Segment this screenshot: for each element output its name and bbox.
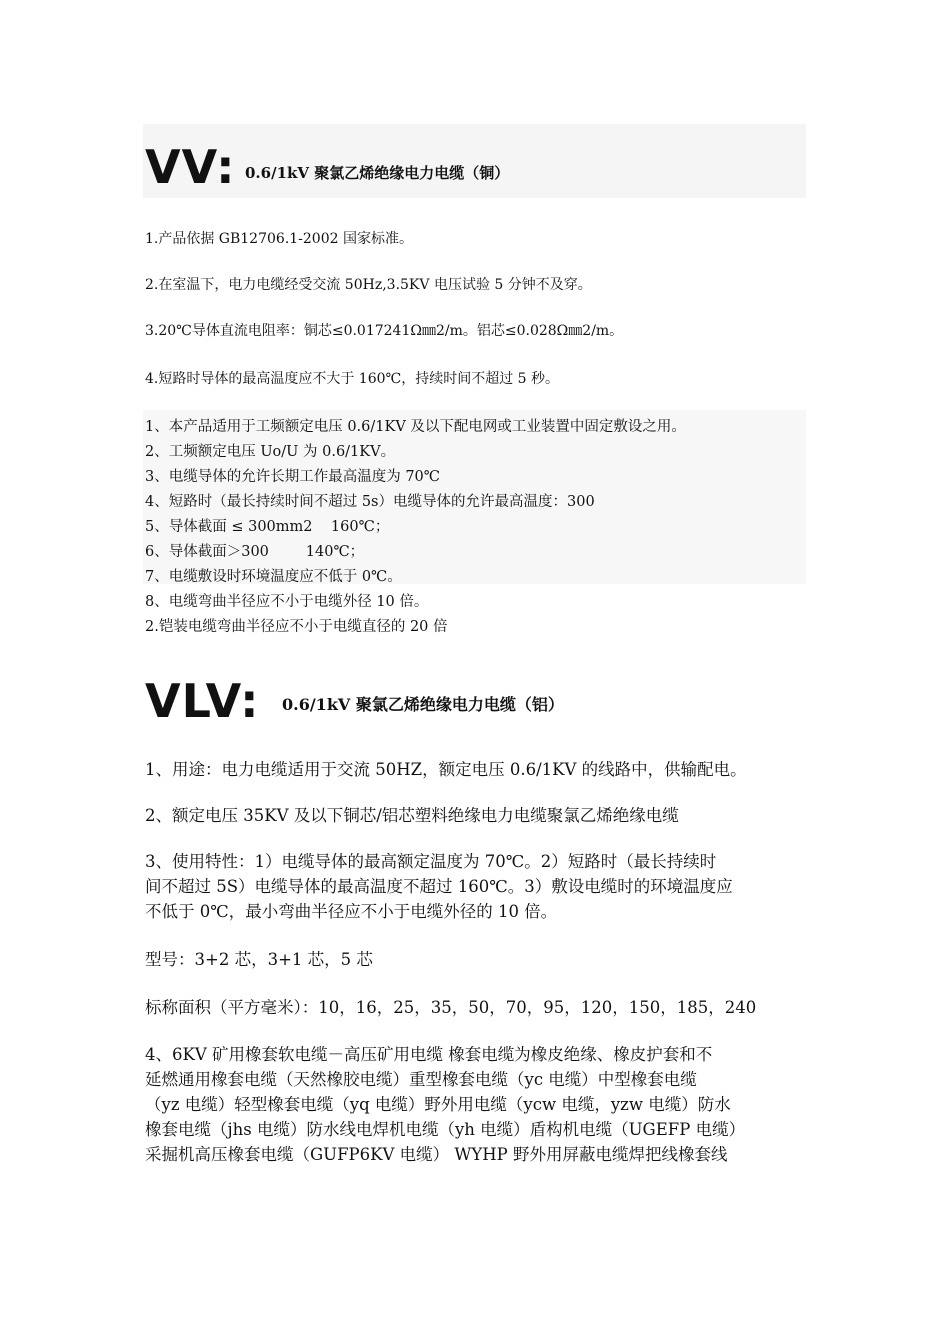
- vlv-mining-line-4: 橡套电缆（jhs 电缆）防水线电焊机电缆（yh 电缆）盾构机电缆（UGEFP 电缆）: [145, 1120, 746, 1139]
- vv-header: [143, 124, 806, 198]
- vv-list-item-2: 2、工频额定电压 Uo/U 为 0.6/1KV。: [145, 444, 396, 460]
- vv-list-item-5: 5、导体截面 ≤ 300mm2 160℃；: [145, 519, 390, 535]
- vv-point-3: 3.20℃导体直流电阻率：铜芯≤0.017241Ω㎜2/m。铝芯≤0.028Ω㎜2/m。: [145, 323, 624, 339]
- vlv-usage: 1、用途：电力电缆适用于交流 50HZ，额定电压 0.6/1KV 的线路中，供输配电。: [145, 760, 747, 779]
- vv-point-1: 1.产品依据 GB12706.1-2002 国家标准。: [145, 231, 413, 247]
- vlv-model-title: VLV:: [145, 674, 260, 728]
- vlv-nominal-area: 标称面积（平方毫米）：10，16，25，35，50，70，95，120，150，185，240: [145, 998, 757, 1017]
- vv-model-title: VV:: [145, 140, 236, 194]
- vlv-subtitle: 0.6/1kV 聚氯乙烯绝缘电力电缆（铝）: [282, 695, 564, 714]
- vlv-rated-voltage: 2、额定电压 35KV 及以下铜芯/铝芯塑料绝缘电力电缆聚氯乙烯绝缘电缆: [145, 806, 679, 825]
- vv-point-4: 4.短路时导体的最高温度应不大于 160℃，持续时间不超过 5 秒。: [145, 371, 559, 387]
- vlv-features-line-3: 不低于 0℃，最小弯曲半径应不小于电缆外径的 10 倍。: [145, 902, 558, 921]
- vv-list-item-7: 7、电缆敷设时环境温度应不低于 0℃。: [145, 569, 402, 585]
- vv-point-2: 2.在室温下，电力电缆经受交流 50Hz,3.5KV 电压试验 5 分钟不及穿。: [145, 277, 592, 293]
- vlv-cores: 型号：3+2 芯，3+1 芯，5 芯: [145, 950, 373, 969]
- vv-subtitle: 0.6/1kV 聚氯乙烯绝缘电力电缆（铜）: [245, 164, 510, 182]
- vv-list-item-9: 2.铠装电缆弯曲半径应不小于电缆直径的 20 倍: [145, 619, 448, 635]
- vlv-mining-line-2: 延燃通用橡套电缆（天然橡胶电缆）重型橡套电缆（yc 电缆）中型橡套电缆: [145, 1070, 697, 1089]
- vv-list-item-1: 1、本产品适用于工频额定电压 0.6/1KV 及以下配电网或工业装置中固定敷设之用。: [145, 419, 686, 435]
- vlv-features-line-2: 间不超过 5S）电缆导体的最高温度不超过 160℃。3）敷设电缆时的环境温度应: [145, 877, 733, 896]
- vv-list-item-8: 8、电缆弯曲半径应不小于电缆外径 10 倍。: [145, 594, 429, 610]
- vlv-mining-line-3: （yz 电缆）轻型橡套电缆（yq 电缆）野外用电缆（ycw 电缆，yzw 电缆）防水: [145, 1095, 731, 1114]
- vlv-mining-line-5: 采掘机高压橡套电缆（GUFP6KV 电缆） WYHP 野外用屏蔽电缆焊把线橡套线: [145, 1145, 728, 1164]
- vlv-mining-line-1: 4、6KV 矿用橡套软电缆－高压矿用电缆 橡套电缆为橡皮绝缘、橡皮护套和不: [145, 1045, 713, 1064]
- vv-list-item-4: 4、短路时（最长持续时间不超过 5s）电缆导体的允许最高温度：300: [145, 494, 595, 510]
- vlv-features-line-1: 3、使用特性：1）电缆导体的最高额定温度为 70℃。2）短路时（最长持续时: [145, 852, 717, 871]
- vv-list-item-6: 6、导体截面＞300 140℃；: [145, 544, 365, 560]
- vv-list-item-3: 3、电缆导体的允许长期工作最高温度为 70℃: [145, 469, 441, 485]
